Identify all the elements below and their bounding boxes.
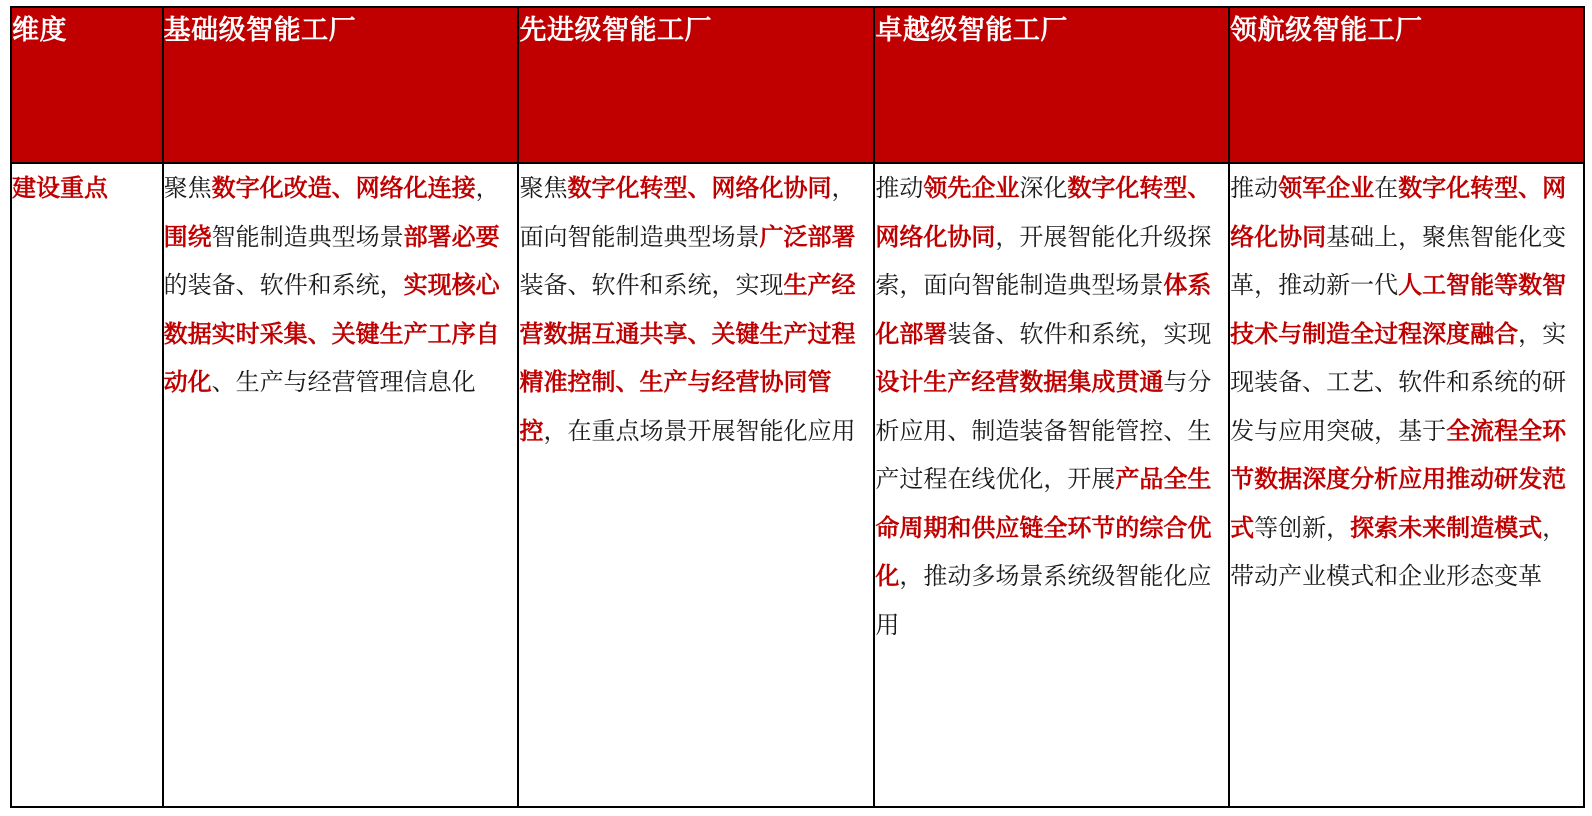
header-dimension: 维度 [11, 7, 163, 163]
body-text: ， [475, 174, 500, 202]
highlighted-text: 产品全生命周期和供应链全环节的综合优化 [875, 464, 1212, 590]
highlighted-text: 体系化部署 [875, 270, 1212, 348]
body-text: ，开展智能化升级探索，面向智能制造典型场景 [875, 222, 1212, 299]
table-body [11, 163, 1584, 807]
highlighted-text: 设计生产经营数据集成贯通 [875, 367, 1164, 396]
highlighted-text: 人工智能等数智技术与制造全过程深度融合 [1230, 270, 1567, 348]
body-text: 与分析应用、制造装备智能管控、生产过程在线优化，开展 [875, 368, 1212, 493]
highlighted-text: 数字化转型、网络化协同 [875, 173, 1212, 251]
header-row [11, 7, 1584, 163]
body-text: ，在重点场景开展智能化应用 [543, 416, 856, 445]
highlighted-text: 实现核心数据实时采集、关键生产工序自动化 [163, 270, 500, 396]
cell-leading-focus [1229, 163, 1584, 807]
body-text: ，实现装备、工艺、软件和系统的研发与应用突破，基于 [1230, 319, 1567, 445]
highlighted-text: 围绕 [163, 221, 212, 251]
row-dimension-label: 建设重点 [11, 163, 163, 807]
body-text: 深化 [1019, 174, 1068, 202]
body-text: 聚焦 [519, 174, 568, 202]
body-text: 、生产与经营管理信息化 [211, 368, 476, 396]
body-text: ，推动多场景系统级智能化应用 [875, 562, 1212, 639]
body-text: 推动 [1230, 174, 1279, 202]
highlighted-text: 数字化转型、网络化协同 [567, 173, 832, 202]
body-text: 基础上，聚焦智能化变革，推动新一代 [1230, 222, 1567, 299]
header-level-leading: 领航级智能工厂 [1229, 7, 1584, 163]
cell-excellent-focus [874, 163, 1229, 807]
highlighted-text: 领先企业 [923, 173, 1020, 202]
highlighted-text: 部署必要 [403, 221, 500, 251]
body-text: 装备、软件和系统，实现 [519, 271, 784, 299]
highlighted-text: 全流程全环节数据深度分析应用推动研发范式 [1230, 415, 1567, 542]
highlighted-text: 领军企业 [1278, 173, 1375, 202]
body-text: 推动 [875, 174, 924, 202]
body-text: 聚焦 [163, 174, 212, 202]
body-text: 等创新， [1254, 513, 1351, 542]
body-text: 在 [1374, 174, 1399, 202]
header-level-basic: 基础级智能工厂 [163, 7, 519, 163]
table-header [11, 7, 1584, 163]
cell-advanced-focus [518, 163, 874, 807]
highlighted-text: 数字化转型、网络化协同 [1230, 173, 1567, 251]
highlighted-text: 生产经营数据互通共享、关键生产过程精准控制、生产与经营协同管控 [519, 270, 856, 445]
body-text: 装备、软件和系统，实现 [947, 319, 1212, 348]
highlighted-text: 数字化改造、网络化连接 [211, 173, 476, 202]
highlighted-text: 广泛部署 [759, 221, 856, 251]
highlighted-text: 探索未来制造模式 [1350, 512, 1543, 542]
table-row [11, 163, 1584, 807]
header-level-advanced: 先进级智能工厂 [518, 7, 874, 163]
body-text: 的装备、软件和系统， [163, 271, 404, 299]
body-text: ，带动产业模式和企业形态变革 [1230, 513, 1567, 590]
cell-basic-focus [163, 163, 519, 807]
smart-factory-levels-table [10, 6, 1585, 808]
body-text: ，面向智能制造典型场景 [519, 174, 856, 251]
body-text: 智能制造典型场景 [211, 222, 404, 251]
header-level-excellent: 卓越级智能工厂 [874, 7, 1229, 163]
